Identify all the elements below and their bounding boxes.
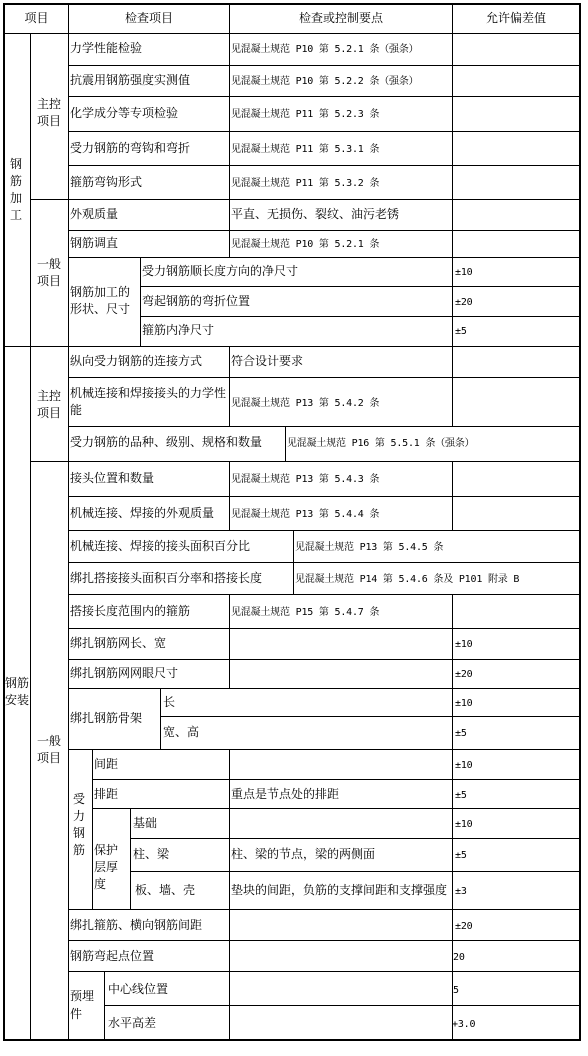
table-row-point: 见混凝土规范 P11 第 5.3.1 条 [231, 144, 380, 155]
grid-line [30, 33, 31, 1040]
grid-line [452, 749, 453, 909]
grid-line [229, 3, 230, 257]
grid-line [229, 346, 230, 427]
grid-line [285, 426, 286, 461]
shape-group-label: 钢筋加工的形状、尺寸 [70, 285, 131, 316]
grid-line [68, 65, 581, 66]
table-row-tolerance: ±10 [455, 819, 473, 830]
table-row-item: 弯起钢筋的弯折位置 [142, 294, 251, 308]
table-row-item: 机械连接、焊接的接头面积百分比 [70, 539, 251, 553]
grid-line [68, 971, 581, 972]
grid-line [68, 562, 581, 563]
table-row-item: 接头位置和数量 [70, 471, 155, 485]
table-row-point: 见混凝土规范 P11 第 5.3.2 条 [231, 178, 380, 189]
table-border-right [579, 3, 581, 1041]
table-row-item: 绑扎钢筋网网眼尺寸 [70, 666, 179, 680]
table-row-tolerance: +3.0 [452, 1019, 476, 1030]
header-tolerance: 允许偏差值 [485, 11, 546, 25]
table-row-point: 符合设计要求 [231, 354, 304, 368]
grid-line [104, 971, 105, 1040]
grid-line [140, 257, 141, 346]
table-row-tolerance: ±5 [455, 850, 467, 861]
table-row-point: 见混凝土规范 P10 第 5.2.1 条 [231, 239, 380, 250]
table-row-item: 力学性能检验 [70, 41, 143, 55]
table-row-tolerance: ±20 [455, 297, 473, 308]
table-row-item: 钢筋弯起点位置 [70, 949, 155, 963]
table-row-point: 见混凝土规范 P13 第 5.4.4 条 [231, 509, 380, 520]
grid-line [68, 530, 581, 531]
table-row-item: 绑扎箍筋、横向钢筋间距 [70, 918, 203, 932]
rebar-group-label: 受力钢筋 [72, 792, 85, 857]
table-row-point: 见混凝土规范 P11 第 5.2.3 条 [231, 109, 380, 120]
grid-line [293, 530, 294, 594]
table-row-tolerance: ±3 [455, 886, 467, 897]
table-row-tolerance: 20 [453, 952, 465, 963]
grid-line [160, 716, 581, 717]
table-row-tolerance: ±20 [455, 669, 473, 680]
table-row-item: 机械连接、焊接的外观质量 [70, 506, 215, 520]
table-row-item: 抗震用钢筋强度实测值 [70, 73, 191, 87]
grid-line [68, 426, 581, 427]
table-row-point: 见混凝土规范 P15 第 5.4.7 条 [231, 607, 380, 618]
grid-line [68, 749, 581, 750]
table-row-tolerance: ±5 [455, 326, 467, 337]
table-row-point: 见混凝土规范 P13 第 5.4.3 条 [231, 474, 380, 485]
embed-group-label: 预埋件 [70, 989, 95, 1021]
cover-group-label: 保护层厚度 [94, 843, 119, 891]
grid-line [452, 461, 453, 530]
table-row-item: 水平高差 [108, 1016, 157, 1030]
group-rebar-installation: 钢筋安装 [5, 676, 30, 707]
grid-line [68, 496, 581, 497]
grid-line [30, 461, 581, 462]
grid-line [68, 688, 581, 689]
grid-line [68, 628, 581, 629]
group-general-processing: 一般项目 [36, 257, 61, 288]
grid-line [3, 346, 581, 347]
grid-line [68, 377, 581, 378]
table-row-item: 中心线位置 [108, 982, 169, 996]
header-control-points: 检查或控制要点 [298, 11, 383, 25]
group-main-control-installation: 主控项目 [36, 389, 61, 420]
grid-line [452, 688, 453, 749]
grid-line [68, 659, 581, 660]
grid-line [229, 909, 230, 971]
grid-line [68, 594, 581, 595]
header-item: 项目 [24, 11, 49, 25]
grid-line [140, 286, 581, 287]
group-main-control-processing: 主控项目 [36, 97, 61, 128]
table-row-point: 重点是节点处的排距 [231, 787, 340, 801]
table-row-item: 搭接长度范围内的箍筋 [70, 604, 191, 618]
table-row-item: 基础 [133, 816, 158, 830]
grid-line [30, 199, 581, 200]
grid-line [68, 257, 581, 258]
table-row-item: 板、墙、壳 [135, 883, 196, 897]
table-row-tolerance: ±5 [455, 728, 467, 739]
table-row-point: 见混凝土规范 P14 第 5.4.6 条及 P101 附录 B [295, 574, 520, 585]
table-row-point: 见混凝土规范 P10 第 5.2.1 条（强条） [231, 44, 419, 55]
table-row-tolerance: 5 [453, 985, 459, 996]
grid-line [92, 779, 581, 780]
grid-line [92, 808, 581, 809]
table-row-item: 长 [163, 695, 176, 709]
table-row-tolerance: ±20 [455, 921, 473, 932]
table-row-item: 柱、梁 [133, 847, 170, 861]
table-row-item: 纵向受力钢筋的连接方式 [70, 354, 203, 368]
grid-line [130, 838, 581, 839]
table-row-item: 受力钢筋顺长度方向的净尺寸 [142, 264, 299, 278]
table-row-point: 柱、梁的节点，梁的两侧面 [231, 847, 376, 861]
grid-line [229, 749, 230, 909]
table-row-point: 平直、无损伤、裂纹、油污老锈 [231, 207, 400, 221]
grid-line [140, 316, 581, 317]
table-row-point: 见混凝土规范 P13 第 5.4.2 条 [231, 398, 380, 409]
grid-line [160, 688, 161, 749]
table-row-point: 垫块的间距，负筋的支撑间距和支撑强度 [231, 883, 448, 897]
grid-line [130, 871, 581, 872]
grid-line [452, 3, 453, 426]
grid-line [68, 909, 581, 910]
skeleton-group-label: 绑扎钢筋骨架 [70, 711, 143, 725]
grid-line [68, 940, 581, 941]
table-border-top [3, 3, 581, 5]
grid-line [104, 1005, 581, 1006]
grid-line [229, 971, 230, 1040]
table-row-item: 箍筋内净尺寸 [142, 323, 215, 337]
grid-line [229, 594, 230, 688]
table-row-tolerance: ±5 [455, 790, 467, 801]
table-row-item: 间距 [94, 757, 119, 771]
grid-line [229, 461, 230, 530]
group-rebar-processing: 钢筋加工 [9, 157, 22, 222]
table-border-left [3, 3, 5, 1041]
table-row-item: 宽、高 [163, 725, 200, 739]
table-row-tolerance: ±10 [455, 760, 473, 771]
table-row-item: 绑扎搭接接头面积百分率和搭接长度 [70, 571, 263, 585]
grid-line [3, 33, 581, 34]
grid-line [68, 96, 581, 97]
table-row-item: 受力钢筋的弯钩和弯折 [70, 141, 191, 155]
table-border-bottom [3, 1039, 581, 1041]
grid-line [452, 594, 453, 688]
table-row-point: 见混凝土规范 P13 第 5.4.5 条 [295, 542, 444, 553]
group-general-installation: 一般项目 [36, 734, 61, 765]
grid-line [130, 808, 131, 909]
table-row-item: 钢筋调直 [70, 236, 119, 250]
table-row-item: 箍筋弯钩形式 [70, 175, 143, 189]
table-row-point: 见混凝土规范 P10 第 5.2.2 条（强条） [231, 76, 419, 87]
grid-line [68, 230, 581, 231]
table-row-item: 外观质量 [70, 207, 119, 221]
table-row-item: 绑扎钢筋网长、宽 [70, 636, 167, 650]
table-row-tolerance: ±10 [455, 698, 473, 709]
table-row-item: 受力钢筋的品种、级别、规格和数量 [70, 435, 263, 449]
table-row-item: 排距 [94, 787, 119, 801]
grid-line [92, 749, 93, 909]
grid-line [68, 3, 69, 1040]
table-row-tolerance: ±10 [455, 267, 473, 278]
table-row-item: 机械连接和焊接接头的力学性能 [70, 386, 227, 417]
table-row-item: 化学成分等专项检验 [70, 106, 179, 120]
header-check-item: 检查项目 [124, 11, 173, 25]
grid-line [68, 131, 581, 132]
table-row-point: 见混凝土规范 P16 第 5.5.1 条（强条） [287, 438, 475, 449]
table-row-tolerance: ±10 [455, 639, 473, 650]
grid-line [68, 165, 581, 166]
